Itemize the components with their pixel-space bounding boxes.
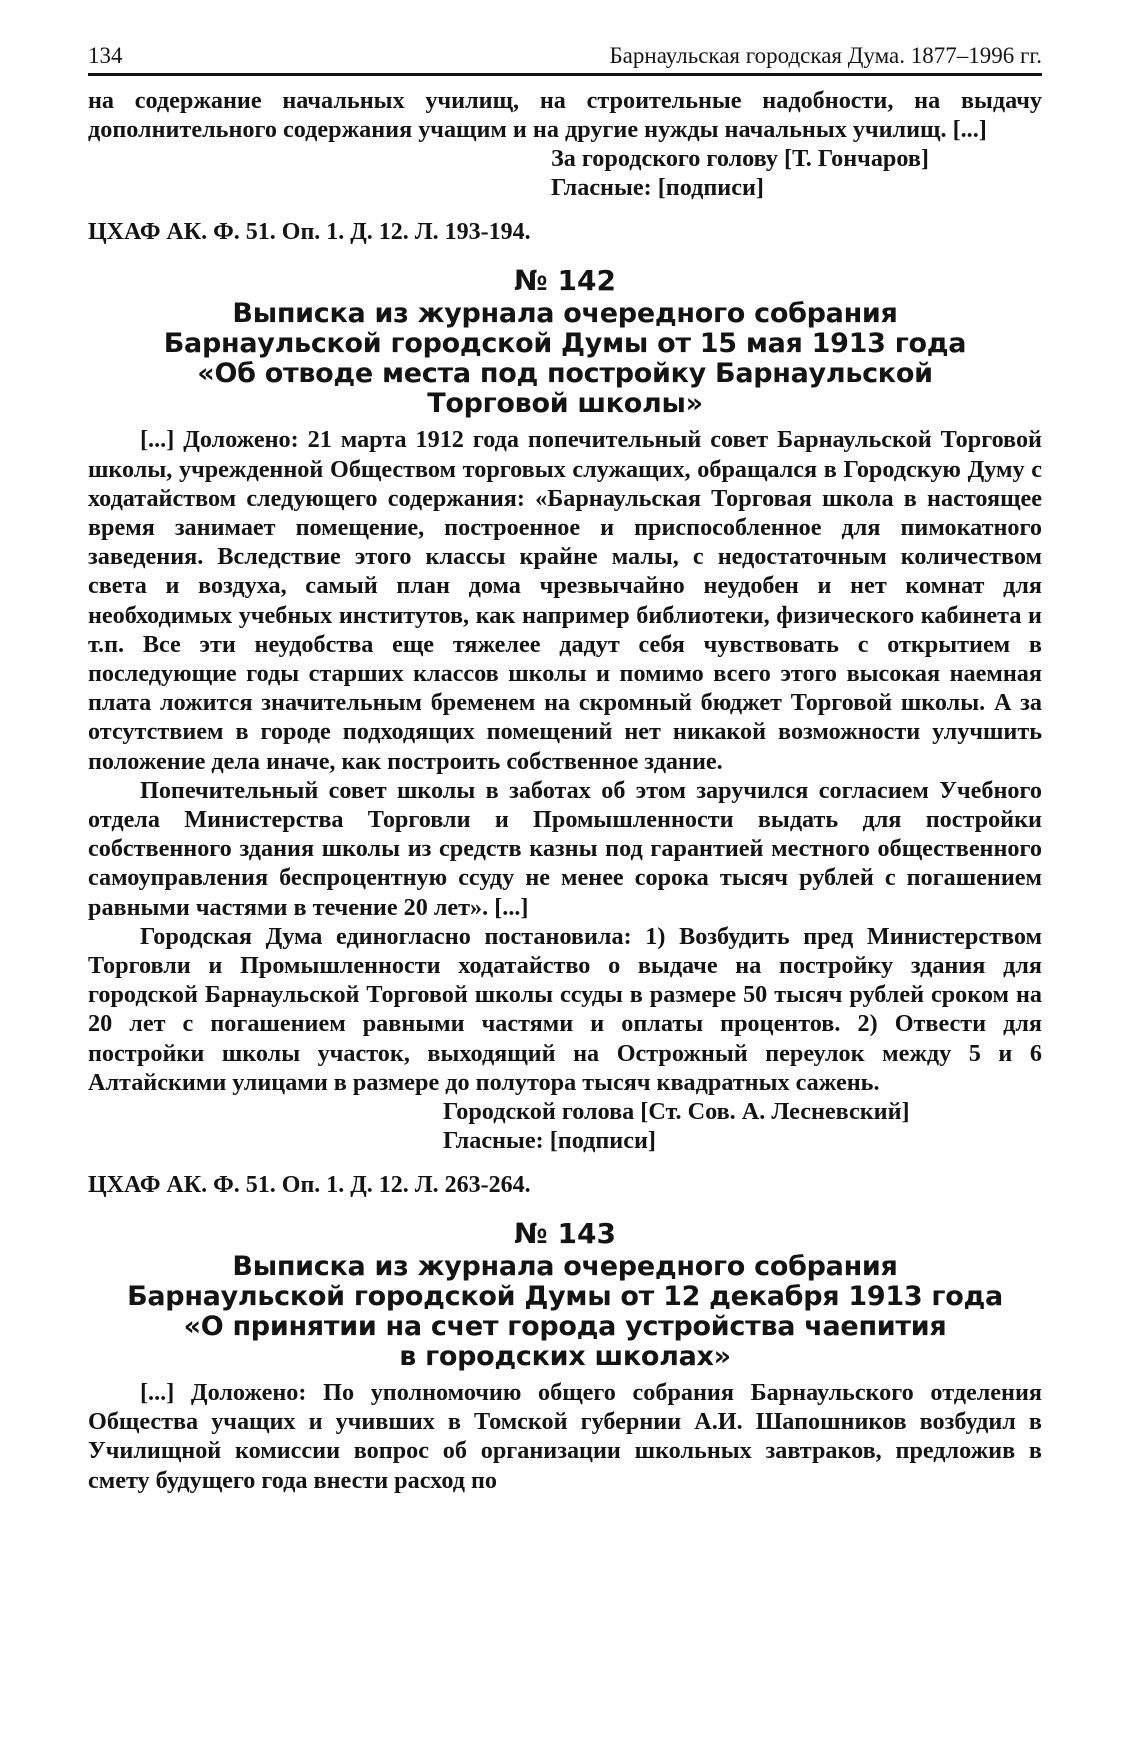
document-title [88,299,1042,419]
signature-mayor: Городской голова [Ст. Сов. А. Лесневский] [443,1098,910,1126]
continuation-paragraph: на содержание начальных училищ, на строительные надобности, на выдачу дополнительного содержания учащим и на другие нужды начальных училищ. [...] [88,87,1042,144]
body-paragraph: Городская Дума единогласно постановила: 1) Возбудить пред Министерством Торговли и Промышленности ходатайство о выдаче на постройку здания для городской Барнаульской Торговой школы ссуды в размере 50 тысяч рублей сроком на 20 лет с погашением равными частями и оплаты процентов. 2) Отвести для постройки школы участок, выходящий на Острожный переулок между 5 и 6 Алтайскими улицами в размере до полутора тысяч квадратных сажень. [88,922,1042,1096]
body-paragraph: Попечительный совет школы в заботах об этом заручился согласием Учебного отдела Министерства Торговли и Промышленности выдать для постройки собственного здания школы из средств казны под гарантией местного общественного самоуправления беспроцентную ссуду не менее сорока тысяч рублей с погашением равными частями в течение 20 лет». [...] [88,776,1042,921]
document-title [88,1252,1042,1372]
body-paragraph: [...] Доложено: По уполномочию общего собрания Барнаульского отделения Общества учащих и учивших в Томской губернии А.И. Шапошников возбудил в Училищной комиссии вопрос об организации школьных завтраков, предложив в смету будущего года внести расход по [88,1379,1042,1494]
archive-reference: ЦХАФ АК. Ф. 51. Оп. 1. Д. 12. Л. 263-264. [88,1172,531,1199]
document-142 [88,265,1042,1200]
title-line: «О принятии на счет города устройства чаепития [183,1311,947,1343]
title-line: Выписка из журнала очередного собрания [232,1251,898,1283]
signature-acting-head: За городского голову [Т. Гончаров] [551,145,929,173]
continuation-section [88,86,1042,247]
document-143 [88,1218,1042,1495]
signature-councillors: Гласные: [подписи] [443,1127,656,1155]
header-rule [88,73,1042,76]
title-line: Выписка из журнала очередного собрания [232,298,898,330]
title-line: Барнаульской городской Думы от 12 декабря 1913 года [127,1281,1003,1313]
signature-councillors: Гласные: [подписи] [551,174,764,202]
page-number: 134 [88,43,123,68]
title-line: «Об отводе места под постройку Барнаульской [197,358,933,390]
page-header [88,44,1042,73]
title-line: в городских школах» [399,1341,731,1373]
title-line: Барнаульской городской Думы от 15 мая 1913 года [163,328,967,360]
archive-reference: ЦХАФ АК. Ф. 51. Оп. 1. Д. 12. Л. 193-194. [88,219,531,246]
document-number: № 142 [514,264,616,298]
running-title: Барнаульская городская Дума. 1877–1996 гг. [609,43,1042,68]
body-paragraph: [...] Доложено: 21 марта 1912 года попечительный совет Барнаульской Торговой школы, учрежденной Обществом торговых служащих, обращался в Городскую Думу с ходатайством следующего содержания: «Барнаульская Торговая школа в настоящее время занимает помещение, построенное и приспособленное для пимокатного заведения. Вследствие этого классы крайне малы, с недостаточным количеством света и воздуха, самый план дома чрезвычайно неудобен и нет комнат для необходимых учебных институтов, как например библиотеки, физического кабинета и т.п. Все эти неудобства еще тяжелее дадут себя чувствовать с открытием в последующие годы старших классов школы и помимо всего этого высокая наемная плата ложится значительным бременем на скромный бюджет Торговой школы. А за отсутствием в городе подходящих помещений нет никакой возможности улучшить положение дела иначе, как построить собственное здание. [88,426,1042,775]
document-number: № 143 [514,1217,616,1251]
title-line: Торговой школы» [427,388,703,420]
